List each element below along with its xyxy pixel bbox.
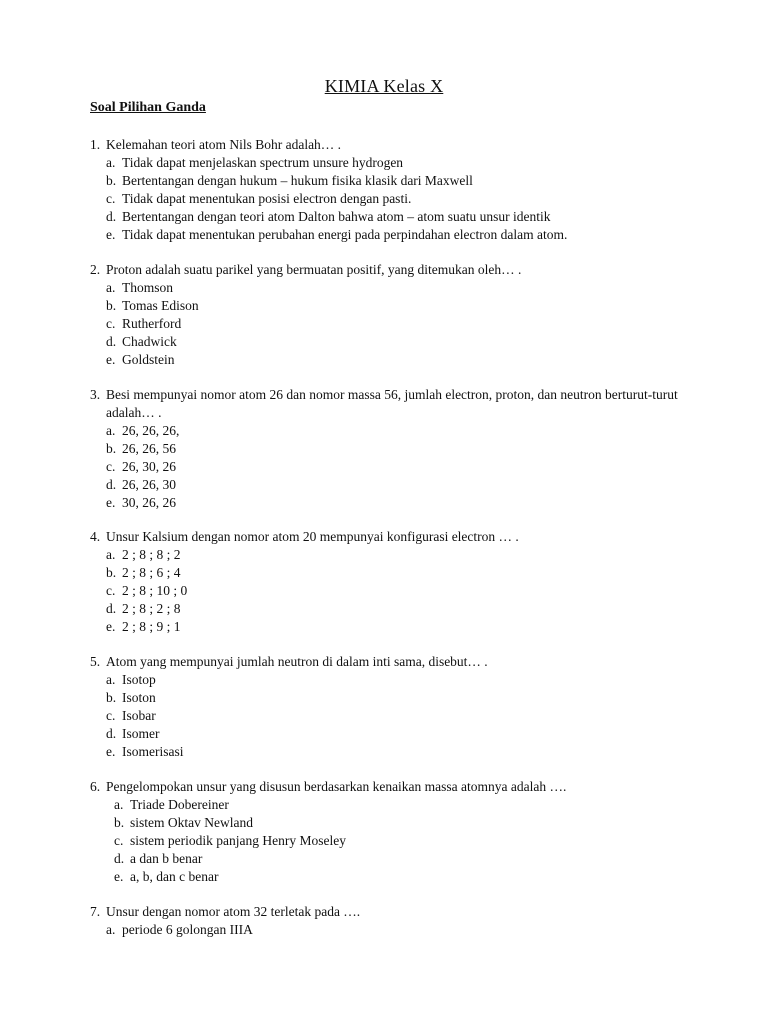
- question-stem: [90, 903, 690, 921]
- option-text: Isotop: [122, 672, 156, 687]
- option-letter: e.: [106, 352, 116, 367]
- option-text: Bertentangan dengan teori atom Dalton bahwa atom – atom suatu unsur identik: [122, 209, 551, 224]
- option-letter: e.: [114, 869, 124, 884]
- question-number: 2.: [90, 262, 101, 277]
- option-letter: d.: [106, 209, 117, 224]
- option-item: [90, 707, 690, 725]
- option-letter: d.: [106, 601, 117, 616]
- question-number: 1.: [90, 137, 101, 152]
- option-letter: b.: [114, 815, 125, 830]
- option-text: a, b, dan c benar: [130, 869, 219, 884]
- option-text: 26, 26, 56: [122, 441, 176, 456]
- option-item: [90, 743, 690, 761]
- option-letter: a.: [106, 547, 116, 562]
- option-item: [90, 226, 690, 244]
- option-text: 26, 26, 30: [122, 477, 176, 492]
- option-item: [90, 440, 690, 458]
- option-text: Tidak dapat menjelaskan spectrum unsure hydrogen: [122, 155, 404, 170]
- option-text: 2 ; 8 ; 8 ; 2: [122, 547, 181, 562]
- option-letter: b.: [106, 173, 117, 188]
- option-letter: b.: [106, 690, 117, 705]
- option-item: [90, 208, 690, 226]
- question-number: 7.: [90, 904, 101, 919]
- option-list: [90, 279, 690, 369]
- option-text: Rutherford: [122, 316, 182, 331]
- option-text: 30, 26, 26: [122, 495, 176, 510]
- option-letter: e.: [106, 744, 116, 759]
- option-list: [90, 921, 690, 939]
- option-item: [90, 600, 690, 618]
- option-item: [90, 279, 690, 297]
- option-text: Chadwick: [122, 334, 177, 349]
- option-item: [90, 796, 690, 814]
- question-5: [90, 653, 690, 761]
- question-stem: [90, 261, 690, 279]
- option-item: [90, 333, 690, 351]
- option-text: Isobar: [122, 708, 156, 723]
- option-list: [90, 671, 690, 761]
- option-letter: a.: [106, 280, 116, 295]
- option-text: Tidak dapat menentukan posisi electron dengan pasti.: [122, 191, 412, 206]
- option-letter: a.: [114, 797, 124, 812]
- option-letter: d.: [106, 477, 117, 492]
- option-text: 2 ; 8 ; 9 ; 1: [122, 619, 181, 634]
- option-letter: b.: [106, 441, 117, 456]
- question-4: [90, 528, 690, 636]
- question-text: Unsur Kalsium dengan nomor atom 20 mempunyai konfigurasi electron … .: [106, 529, 519, 544]
- option-letter: d.: [106, 334, 117, 349]
- option-letter: e.: [106, 495, 116, 510]
- option-letter: d.: [114, 851, 125, 866]
- option-list: [90, 796, 690, 886]
- question-7: [90, 903, 690, 939]
- option-text: 26, 26, 26,: [122, 423, 180, 438]
- option-item: [90, 154, 690, 172]
- option-item: [90, 689, 690, 707]
- option-letter: b.: [106, 298, 117, 313]
- option-text: Isomerisasi: [122, 744, 184, 759]
- option-list: [90, 546, 690, 636]
- option-text: 2 ; 8 ; 10 ; 0: [122, 583, 188, 598]
- option-item: [90, 618, 690, 636]
- option-item: [90, 172, 690, 190]
- option-letter: c.: [106, 459, 116, 474]
- option-text: Thomson: [122, 280, 174, 295]
- option-text: periode 6 golongan IIIA: [122, 922, 253, 937]
- option-text: Tidak dapat menentukan perubahan energi pada perpindahan electron dalam atom.: [122, 227, 568, 242]
- option-list: [90, 154, 690, 244]
- section-subtitle: Soal Pilihan Ganda: [90, 100, 206, 115]
- question-number: 4.: [90, 529, 101, 544]
- option-item: [90, 582, 690, 600]
- question-stem: [90, 528, 690, 546]
- option-letter: c.: [106, 708, 116, 723]
- question-text: Besi mempunyai nomor atom 26 dan nomor massa 56, jumlah electron, proton, dan neutron berturut-turut adalah… .: [106, 387, 678, 420]
- option-letter: d.: [106, 726, 117, 741]
- option-letter: b.: [106, 565, 117, 580]
- question-stem: [90, 778, 690, 796]
- option-text: sistem periodik panjang Henry Moseley: [130, 833, 346, 848]
- option-item: [90, 725, 690, 743]
- option-text: 2 ; 8 ; 6 ; 4: [122, 565, 181, 580]
- option-letter: a.: [106, 922, 116, 937]
- option-item: [90, 494, 690, 512]
- option-item: [90, 476, 690, 494]
- question-stem: [90, 653, 690, 671]
- option-text: Tomas Edison: [122, 298, 199, 313]
- option-letter: e.: [106, 227, 116, 242]
- option-letter: a.: [106, 423, 116, 438]
- question-2: [90, 261, 690, 369]
- option-letter: a.: [106, 672, 116, 687]
- option-text: a dan b benar: [130, 851, 203, 866]
- question-3: [90, 386, 690, 512]
- option-text: Isoton: [122, 690, 156, 705]
- option-text: 2 ; 8 ; 2 ; 8: [122, 601, 181, 616]
- option-item: [90, 297, 690, 315]
- option-item: [90, 814, 690, 832]
- option-item: [90, 351, 690, 369]
- question-1: [90, 136, 690, 244]
- option-item: [90, 671, 690, 689]
- option-item: [90, 458, 690, 476]
- option-text: Goldstein: [122, 352, 175, 367]
- option-letter: e.: [106, 619, 116, 634]
- option-letter: c.: [106, 191, 116, 206]
- option-item: [90, 190, 690, 208]
- option-item: [90, 564, 690, 582]
- option-text: 26, 30, 26: [122, 459, 176, 474]
- question-text: Unsur dengan nomor atom 32 terletak pada ….: [106, 904, 361, 919]
- question-stem: [90, 386, 690, 422]
- option-item: [90, 921, 690, 939]
- option-list: [90, 422, 690, 512]
- option-letter: c.: [106, 316, 116, 331]
- option-text: sistem Oktav Newland: [130, 815, 253, 830]
- option-text: Bertentangan dengan hukum – hukum fisika klasik dari Maxwell: [122, 173, 473, 188]
- question-number: 5.: [90, 654, 101, 669]
- option-item: [90, 868, 690, 886]
- question-number: 6.: [90, 779, 101, 794]
- option-text: Isomer: [122, 726, 160, 741]
- question-6: [90, 778, 690, 886]
- option-item: [90, 315, 690, 333]
- question-number: 3.: [90, 387, 101, 402]
- question-text: Kelemahan teori atom Nils Bohr adalah… .: [106, 137, 342, 152]
- option-item: [90, 546, 690, 564]
- option-item: [90, 832, 690, 850]
- option-text: Triade Dobereiner: [130, 797, 229, 812]
- option-item: [90, 850, 690, 868]
- document-title: KIMIA Kelas X: [324, 76, 444, 96]
- option-letter: a.: [106, 155, 116, 170]
- option-letter: c.: [106, 583, 116, 598]
- question-text: Proton adalah suatu parikel yang bermuatan positif, yang ditemukan oleh… .: [106, 262, 522, 277]
- question-stem: [90, 136, 690, 154]
- option-letter: c.: [114, 833, 124, 848]
- option-item: [90, 422, 690, 440]
- question-text: Atom yang mempunyai jumlah neutron di dalam inti sama, disebut… .: [106, 654, 488, 669]
- question-text: Pengelompokan unsur yang disusun berdasarkan kenaikan massa atomnya adalah ….: [106, 779, 567, 794]
